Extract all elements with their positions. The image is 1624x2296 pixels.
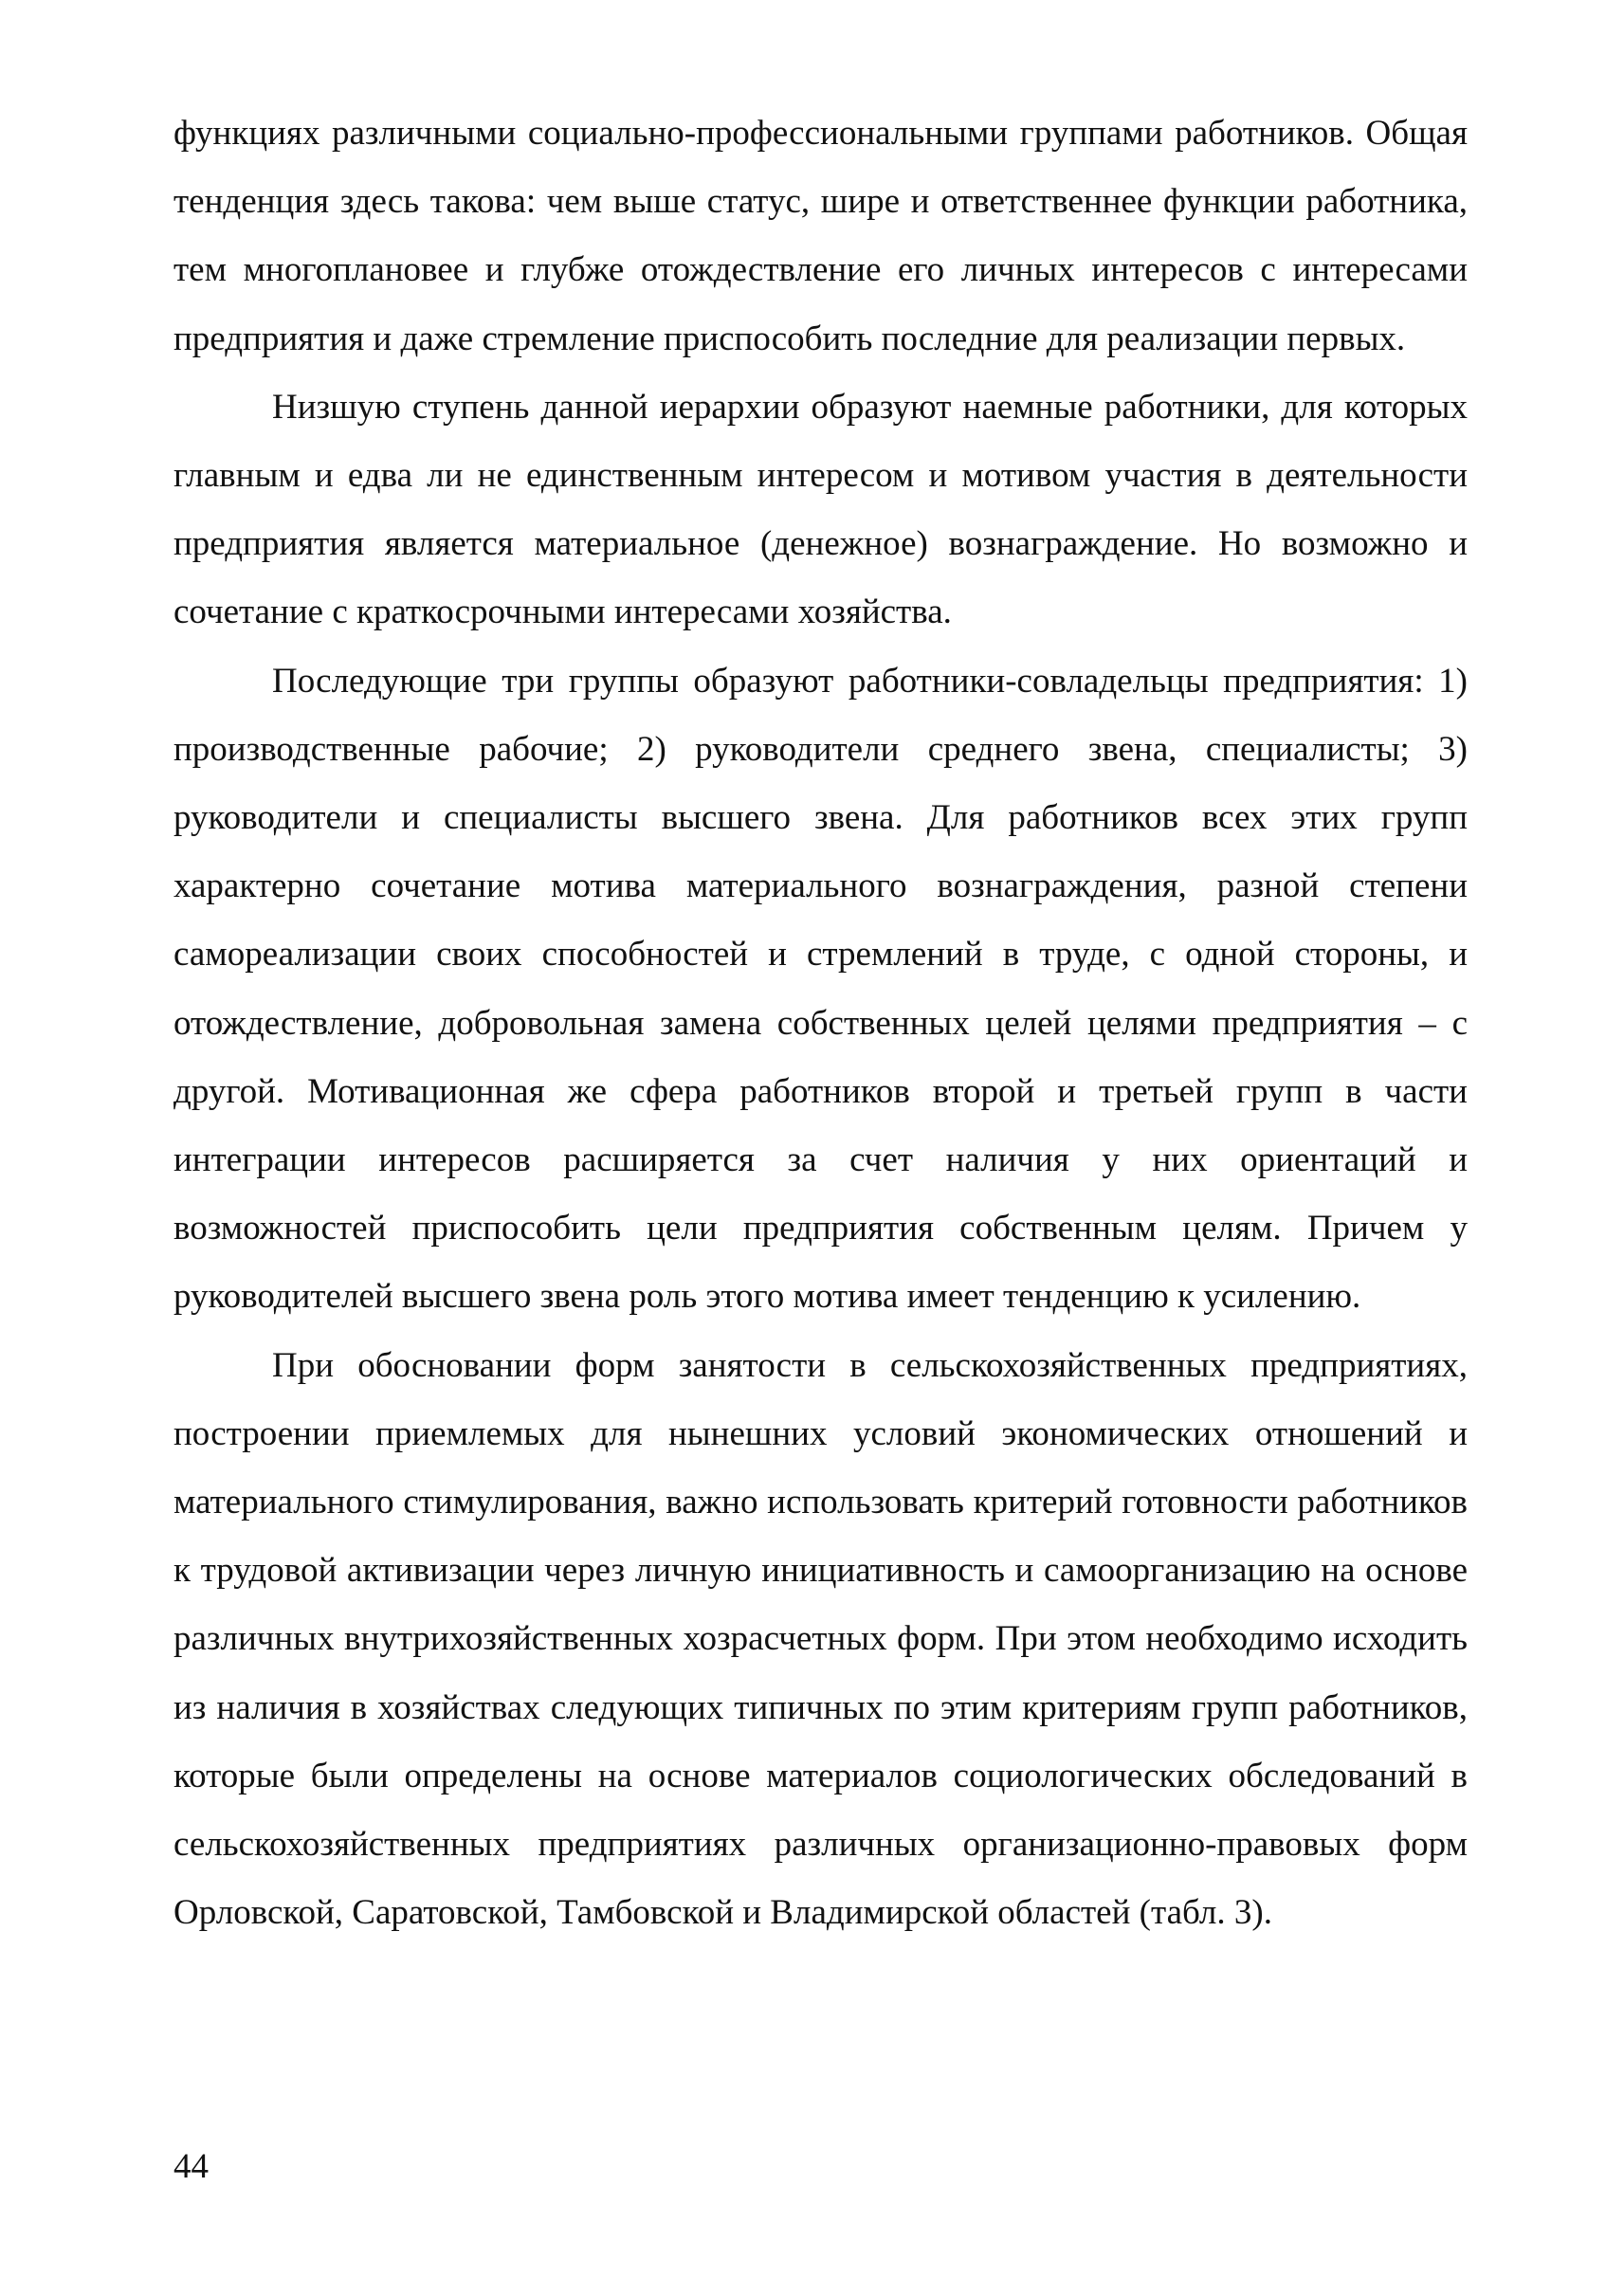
page-number: 44 xyxy=(173,2147,209,2186)
body-text xyxy=(173,100,1468,1947)
paragraph: При обосновании форм занятости в сельскохозяйственных предприятиях, построении приемлемых для нынешних условий экономических отношений и материального стимулирования, важно использовать критерий готовности работников к трудовой активизации через личную инициативность и самоорганизацию на основе различных внутрихозяйственных хозрасчетных форм. При этом необходимо исходить из наличия в хозяйствах следующих типичных по этим критериям групп работников, которые были определены на основе материалов социологических обследований в сельскохозяйственных предприятиях различных организационно-правовых форм Орловской, Саратовской, Тамбовской и Владимирской областей (табл. 3). xyxy=(173,1345,1468,1933)
paragraph: Низшую ступень данной иерархии образуют наемные работники, для которых главным и едва ли не единственным интересом и мотивом участия в деятельности предприятия является материальное (денежное) вознаграждение. Но возможно и сочетание с краткосрочными интересами хозяйства. xyxy=(173,387,1468,632)
paragraph: Последующие три группы образуют работники-совладельцы предприятия: 1) производственные рабочие; 2) руководители среднего звена, специалисты; 3) руководители и специалисты высшего звена. Для работников всех этих групп характерно сочетание мотива материального вознаграждения, разной степени самореализации своих способностей и стремлений в труде, с одной стороны, и отождествление, добровольная замена собственных целей целями предприятия – с другой. Мотивационная же сфера работников второй и третьей групп в части интеграции интересов расширяется за счет наличия у них ориентаций и возможностей приспособить цели предприятия собственным целям. Причем у руководителей высшего звена роль этого мотива имеет тенденцию к усилению. xyxy=(173,661,1468,1317)
paragraph-continuation: функциях различными социально-профессиональными группами работников. Общая тенденция здесь такова: чем выше статус, шире и ответственнее функции работника, тем многоплановее и глубже отождествление его личных интересов с интересами предприятия и даже стремление приспособить последние для реализации первых. xyxy=(173,114,1468,358)
